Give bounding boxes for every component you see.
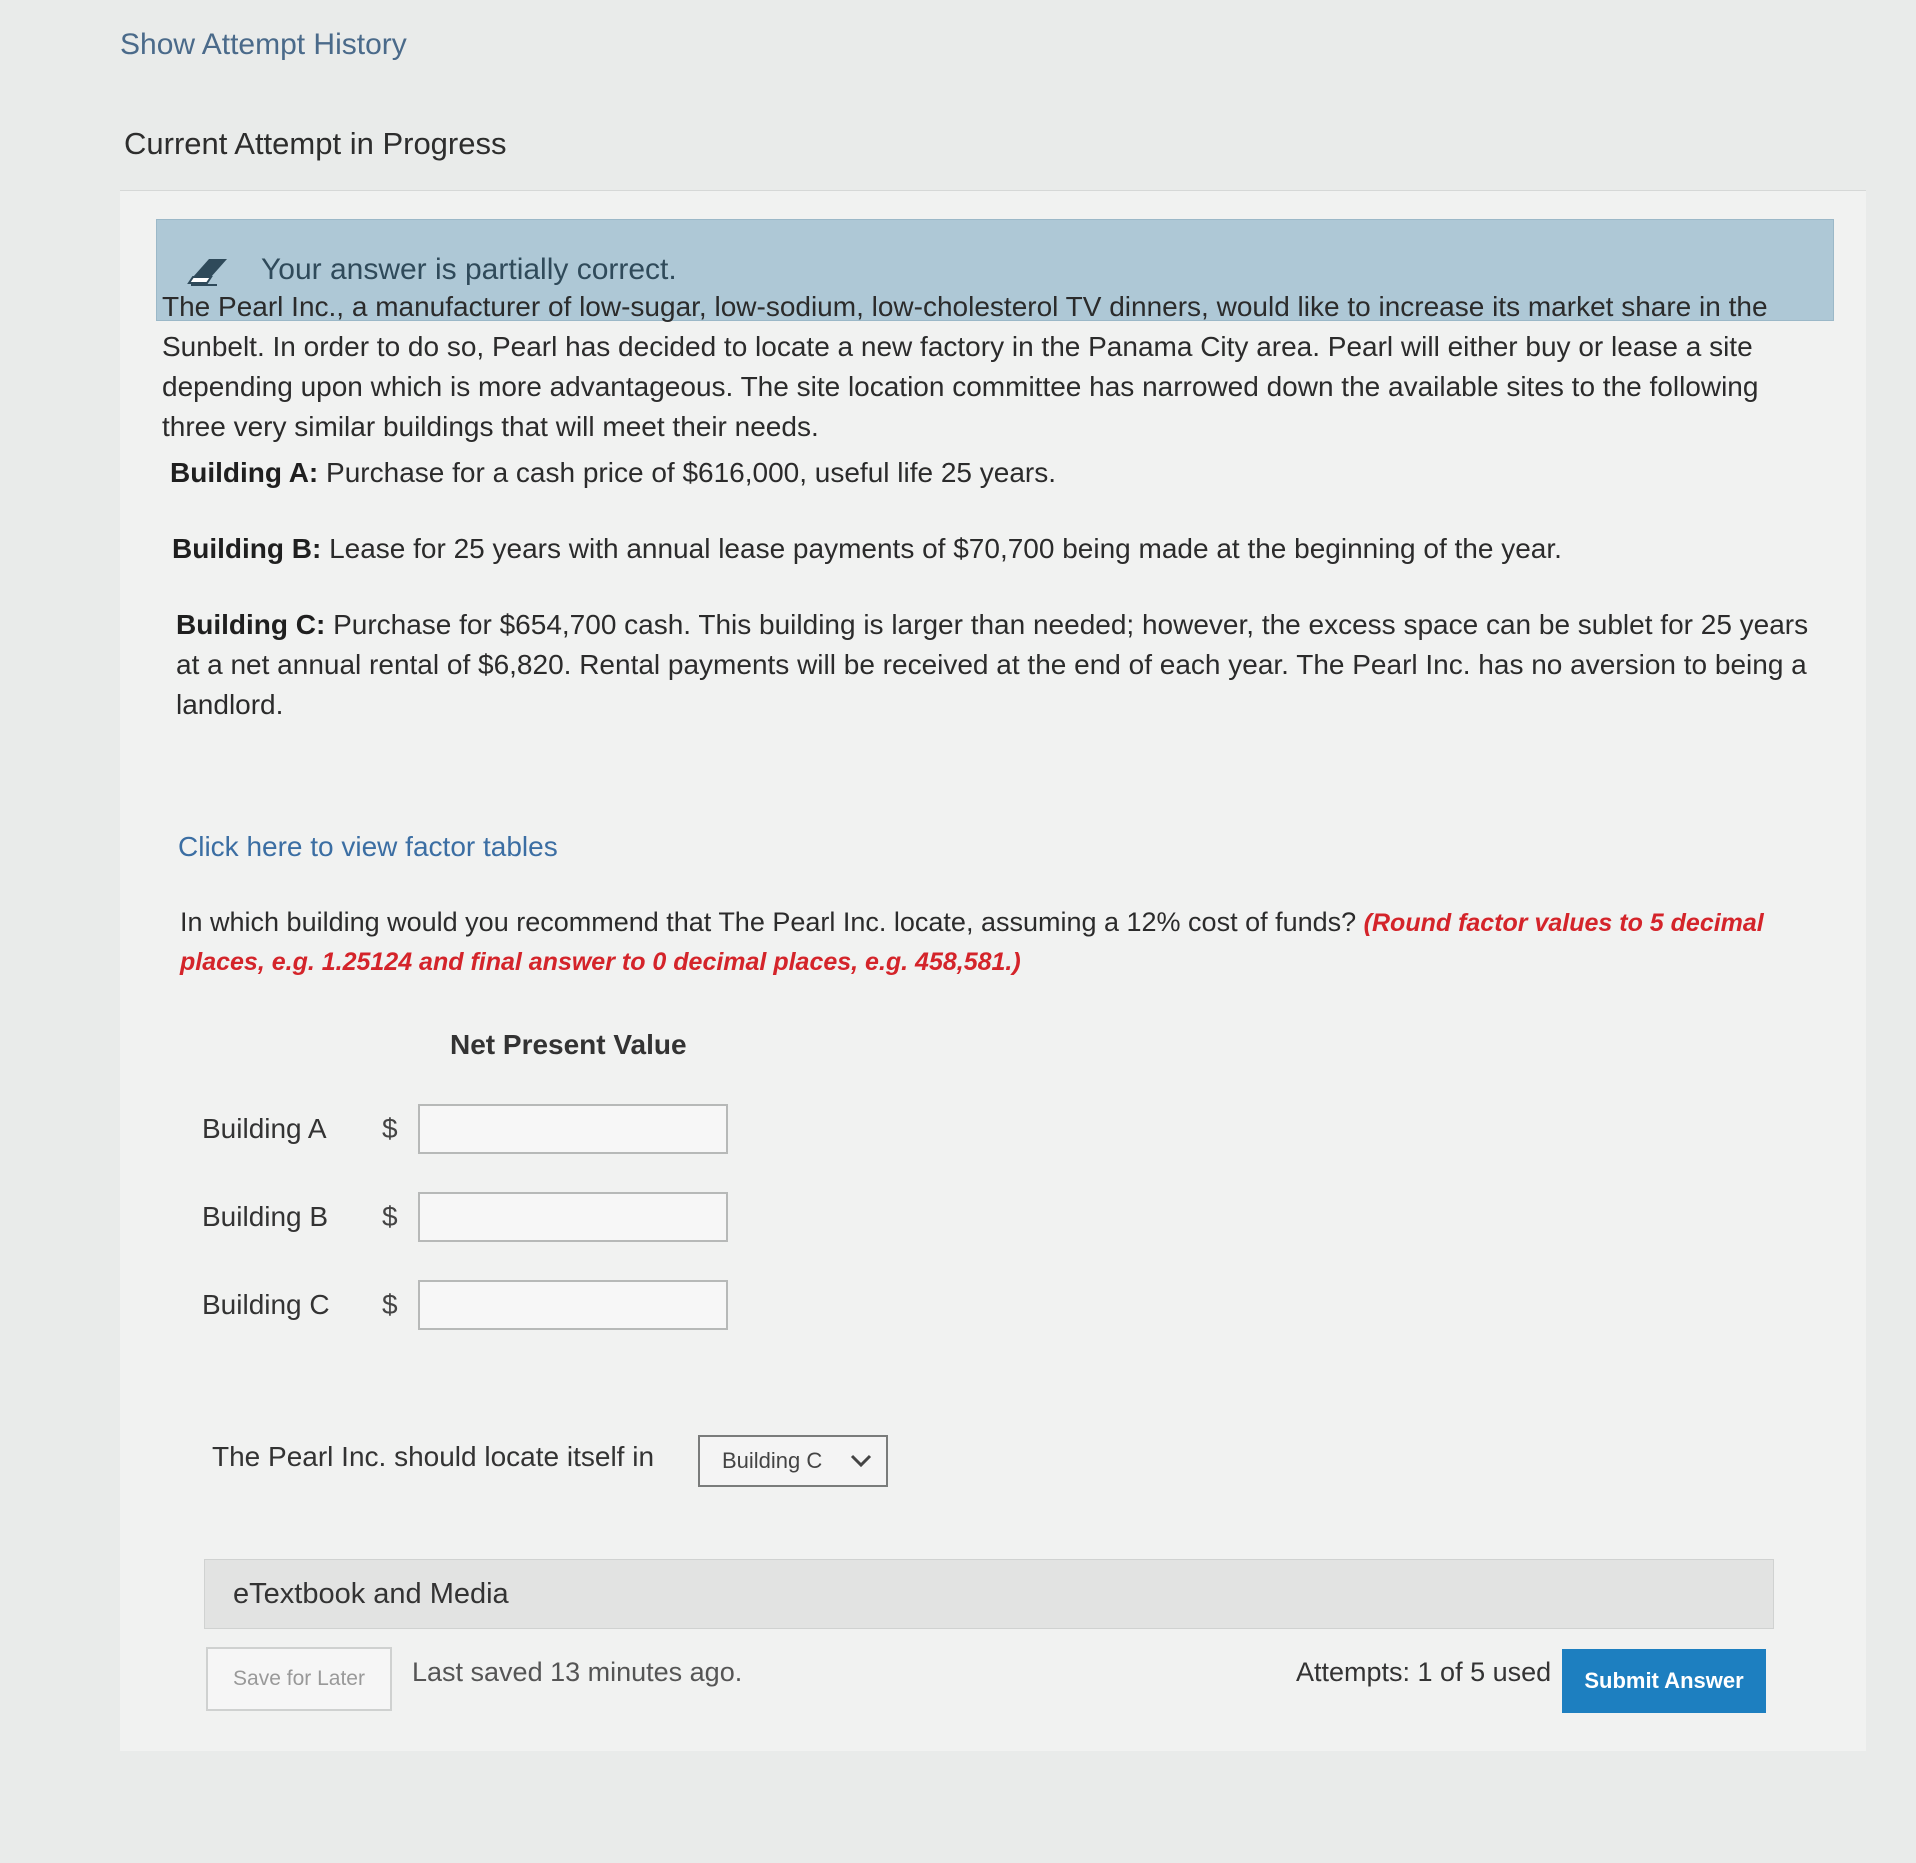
building-b-label: Building B:	[172, 533, 322, 564]
attempts-counter: Attempts: 1 of 5 used	[1296, 1657, 1552, 1687]
save-for-later-button[interactable]: Save for Later	[206, 1647, 392, 1711]
building-c-label: Building C:	[176, 609, 326, 640]
currency-symbol: $	[382, 1113, 398, 1144]
current-attempt-heading: Current Attempt in Progress	[124, 126, 507, 161]
currency-symbol: $	[382, 1201, 398, 1232]
chevron-down-icon	[850, 1454, 872, 1468]
show-attempt-history-link[interactable]: Show Attempt History	[120, 28, 407, 61]
problem-intro: The Pearl Inc., a manufacturer of low-sugar, low-sodium, low-cholesterol TV dinners, would like to increase its market share in the Sunbelt. In order to do so, Pearl has decided to locate a new factory in the Panama City area. Pearl will either buy or lease a site depending upon which is more advantageous. The site location committee has narrowed down the available sites to the following three very similar buildings that will meet their needs.	[162, 291, 1768, 442]
npv-row-label: Building C	[202, 1289, 330, 1320]
etextbook-media-panel[interactable]	[204, 1559, 1774, 1629]
building-a-label: Building A:	[170, 457, 319, 488]
building-a-text: Purchase for a cash price of $616,000, useful life 25 years.	[318, 457, 1057, 488]
npv-building-a-input[interactable]	[418, 1104, 728, 1154]
question-prompt: In which building would you recommend that The Pearl Inc. locate, assuming a 12% cost of funds?	[180, 907, 1364, 937]
npv-row-building-b	[202, 1189, 728, 1245]
building-c-description	[176, 605, 1816, 725]
building-select-value: Building C	[722, 1448, 823, 1473]
building-c-text: Purchase for $654,700 cash. This building is larger than needed; however, the excess space can be sublet for 25 years at a net annual rental of $6,820. Rental payments will be received at the end of each year. The Pearl Inc. has no aversion to being a landlord.	[176, 609, 1809, 720]
question-text	[180, 903, 1800, 981]
factor-tables-link[interactable]: Click here to view factor tables	[178, 831, 558, 862]
currency-symbol: $	[382, 1289, 398, 1320]
building-b-text: Lease for 25 years with annual lease payments of $70,700 being made at the beginning of the year.	[321, 533, 1562, 564]
npv-building-c-input[interactable]	[418, 1280, 728, 1330]
building-b-description	[172, 529, 1812, 569]
rounding-hint: (Round factor values to 5 decimal places, e.g. 1.25124 and final answer to 0 decimal places, e.g. 458,581.)	[180, 909, 1764, 976]
locate-label: The Pearl Inc. should locate itself in	[212, 1441, 655, 1472]
npv-row-label: Building A	[202, 1113, 327, 1144]
building-a-description	[170, 453, 1810, 493]
etextbook-media-label: eTextbook and Media	[233, 1577, 509, 1610]
building-select[interactable]	[698, 1435, 888, 1487]
npv-row-label: Building B	[202, 1201, 329, 1232]
npv-building-b-input[interactable]	[418, 1192, 728, 1242]
submit-answer-button[interactable]: Submit Answer	[1562, 1649, 1766, 1713]
last-saved-status: Last saved 13 minutes ago.	[412, 1657, 743, 1687]
feedback-text: Your answer is partially correct.	[261, 253, 677, 286]
npv-row-building-c	[202, 1277, 728, 1333]
npv-column-header: Net Present Value	[450, 1029, 687, 1060]
npv-row-building-a	[202, 1101, 728, 1157]
pencil-eraser-icon	[187, 253, 231, 287]
question-card	[120, 190, 1866, 1751]
